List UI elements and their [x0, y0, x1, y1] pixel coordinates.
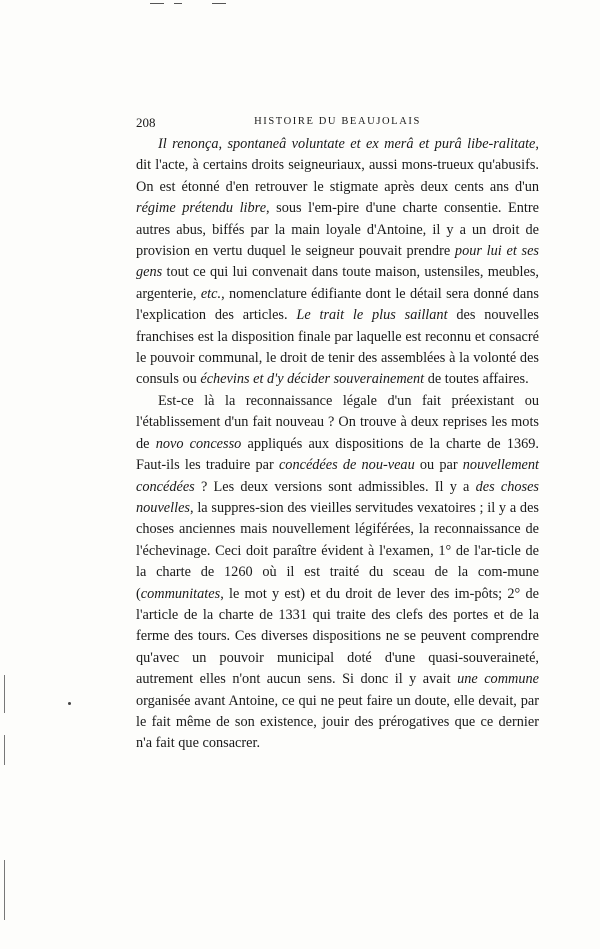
italic-text-run: Il renonça,: [158, 136, 228, 152]
italic-text-run: concédées de nou-veau: [278, 457, 415, 474]
text-run: des nouvelles franchises est la disposition finale par laquelle est reconnu et consacré le pouvoir communal, le droit de tenir des assemblées à la volonté des consuls ou: [136, 307, 539, 388]
italic-text-run: pour lui et ses gens: [136, 243, 539, 281]
text-run: , sous l'em-pire d'une charte consentie. Entre autres abus, biffés par la main loyale d'Antoine, il y a un droit de provision en vertu duquel le seigneur pouvait prendre: [136, 200, 539, 260]
italic-text-run: etc.: [200, 285, 222, 302]
italic-text-run: novo concesso: [155, 435, 242, 452]
italic-text-run: échevins et d'y décider souverainement: [200, 371, 425, 388]
italic-text-run: spontaneâ voluntate et ex merâ et purâ libe-ralitate: [227, 136, 536, 152]
paragraph-1: [136, 134, 539, 391]
text-run: Est-ce là la reconnaissance légale d'un fait préexistant ou l'établissement d'un fait nouveau ? On trouve à deux reprises les mots de: [136, 392, 539, 452]
italic-text-run: une commune: [457, 671, 539, 688]
body-text: [136, 134, 539, 755]
paragraph-2: [136, 391, 539, 755]
text-run: tout ce qui lui convenait dans toute maison, ustensiles, meubles, argenterie,: [136, 264, 539, 302]
text-run: , le mot y est) et du droit de lever des im-pôts; 2° de l'article de la charte de 1331 qui traite des clefs des portes et de la ferme des tours. Ces diverses dispositions ne se peuvent comprendre qu'avec un pouvoir municipal doté d'une quasi-souveraineté, autrement elles n'ont aucun sens. Si donc il y avait: [136, 585, 539, 688]
italic-text-run: nouvellement concédées: [136, 457, 539, 495]
running-title: HISTOIRE DU BEAUJOLAIS: [254, 116, 421, 127]
italic-text-run: Le trait le plus saillant: [296, 307, 448, 324]
text-run: organisée avant Antoine, ce qui ne peut faire un doute, elle devait, par le fait même de son existence, jouir des prérogatives que ce dernier n'a fait que consacrer.: [136, 692, 539, 752]
scan-edge-marks: [150, 0, 250, 6]
text-run: ou par: [414, 457, 463, 474]
italic-text-run: régime prétendu libre: [136, 200, 267, 217]
text-run: ? Les deux versions sont admissibles. Il y a: [194, 478, 476, 495]
text-run: de toutes affaires.: [424, 371, 529, 388]
text-run: , dit l'acte, à certains droits seigneuriaux, aussi mons-trueux qu'abusifs. On est étonné d'en retrouver le stigmate après deux cents ans d'un: [136, 136, 539, 195]
text-run: , la suppres-sion des vieilles servitudes vexatoires ; il y a des choses anciennes mais nouvellement légiférées, la reconnaissance de l'échevinage. Ceci doit paraître évident à l'examen, 1° de l'ar-ticle de la charte de 1260 où il est traité du sceau de la com-mune (: [136, 499, 539, 602]
page-number: 208: [136, 115, 156, 130]
running-head: [136, 115, 539, 131]
text-run: , nomenclature édifiante dont le détail sera donné dans l'explication des articles.: [136, 285, 539, 324]
scan-dot-mark: [68, 702, 71, 705]
italic-text-run: des choses nouvelles: [136, 478, 539, 516]
italic-text-run: communitates: [140, 585, 221, 602]
text-run: appliqués aux dispositions de la charte de 1369. Faut-ils les traduire par: [136, 435, 539, 474]
